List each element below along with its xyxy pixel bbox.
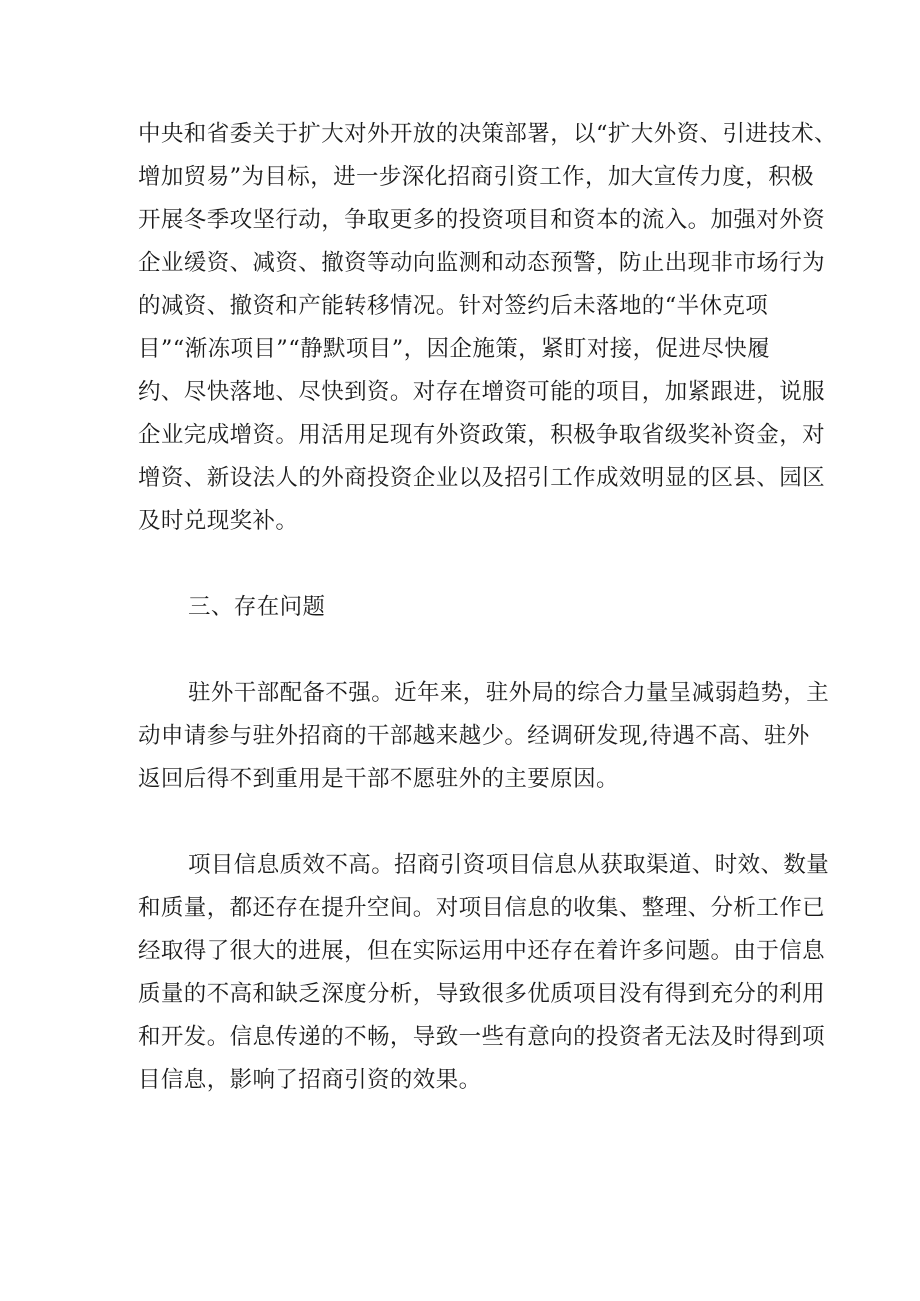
paragraph-1-line: 及时兑现奖补。 (138, 508, 299, 534)
section-heading: 三、存在问题 (188, 594, 326, 620)
paragraph-3-line: 经取得了很大的进展，但在实际运用中还存在着许多问题。由于信息 (138, 938, 826, 964)
paragraph-1-line: 中央和省委关于扩大对外开放的决策部署，以“扩大外资、引进技术、 (138, 121, 837, 147)
paragraph-3-line: 和质量，都还存在提升空间。对项目信息的收集、整理、分析工作已 (138, 895, 826, 921)
paragraph-2-line: 驻外干部配备不强。近年来，驻外局的综合力量呈减弱趋势，主 (188, 680, 830, 706)
paragraph-1-line: 约、尽快落地、尽快到资。对存在增资可能的项目，加紧跟进，说服 (138, 379, 826, 405)
paragraph-1-line: 增资、新设法人的外商投资企业以及招引工作成效明显的区县、园区 (138, 465, 826, 491)
paragraph-1-line: 目”“渐冻项目”“静默项目”，因企施策，紧盯对接，促进尽快履 (138, 336, 771, 362)
paragraph-1-line: 企业缓资、减资、撤资等动向监测和动态预警，防止出现非市场行为 (138, 250, 826, 276)
paragraph-3-line: 目信息，影响了招商引资的效果。 (138, 1067, 482, 1093)
paragraph-1-line: 的减资、撤资和产能转移情况。针对签约后未落地的“半休克项 (138, 293, 769, 319)
paragraph-2-line: 返回后得不到重用是干部不愿驻外的主要原因。 (138, 766, 619, 792)
paragraph-3-line: 质量的不高和缺乏深度分析，导致很多优质项目没有得到充分的利用 (138, 981, 826, 1007)
paragraph-2-line: 动申请参与驻外招商的干部越来越少。经调研发现,待遇不高、驻外 (138, 723, 810, 749)
paragraph-1-line: 企业完成增资。用活用足现有外资政策，积极争取省级奖补资金，对 (138, 422, 826, 448)
paragraph-3-line: 和开发。信息传递的不畅，导致一些有意向的投资者无法及时得到项 (138, 1024, 826, 1050)
paragraph-1-line: 开展冬季攻坚行动，争取更多的投资项目和资本的流入。加强对外资 (138, 207, 826, 233)
paragraph-3-line: 项目信息质效不高。招商引资项目信息从获取渠道、时效、数量 (188, 852, 830, 878)
paragraph-1-line: 增加贸易”为目标，进一步深化招商引资工作，加大宣传力度，积极 (138, 164, 815, 190)
